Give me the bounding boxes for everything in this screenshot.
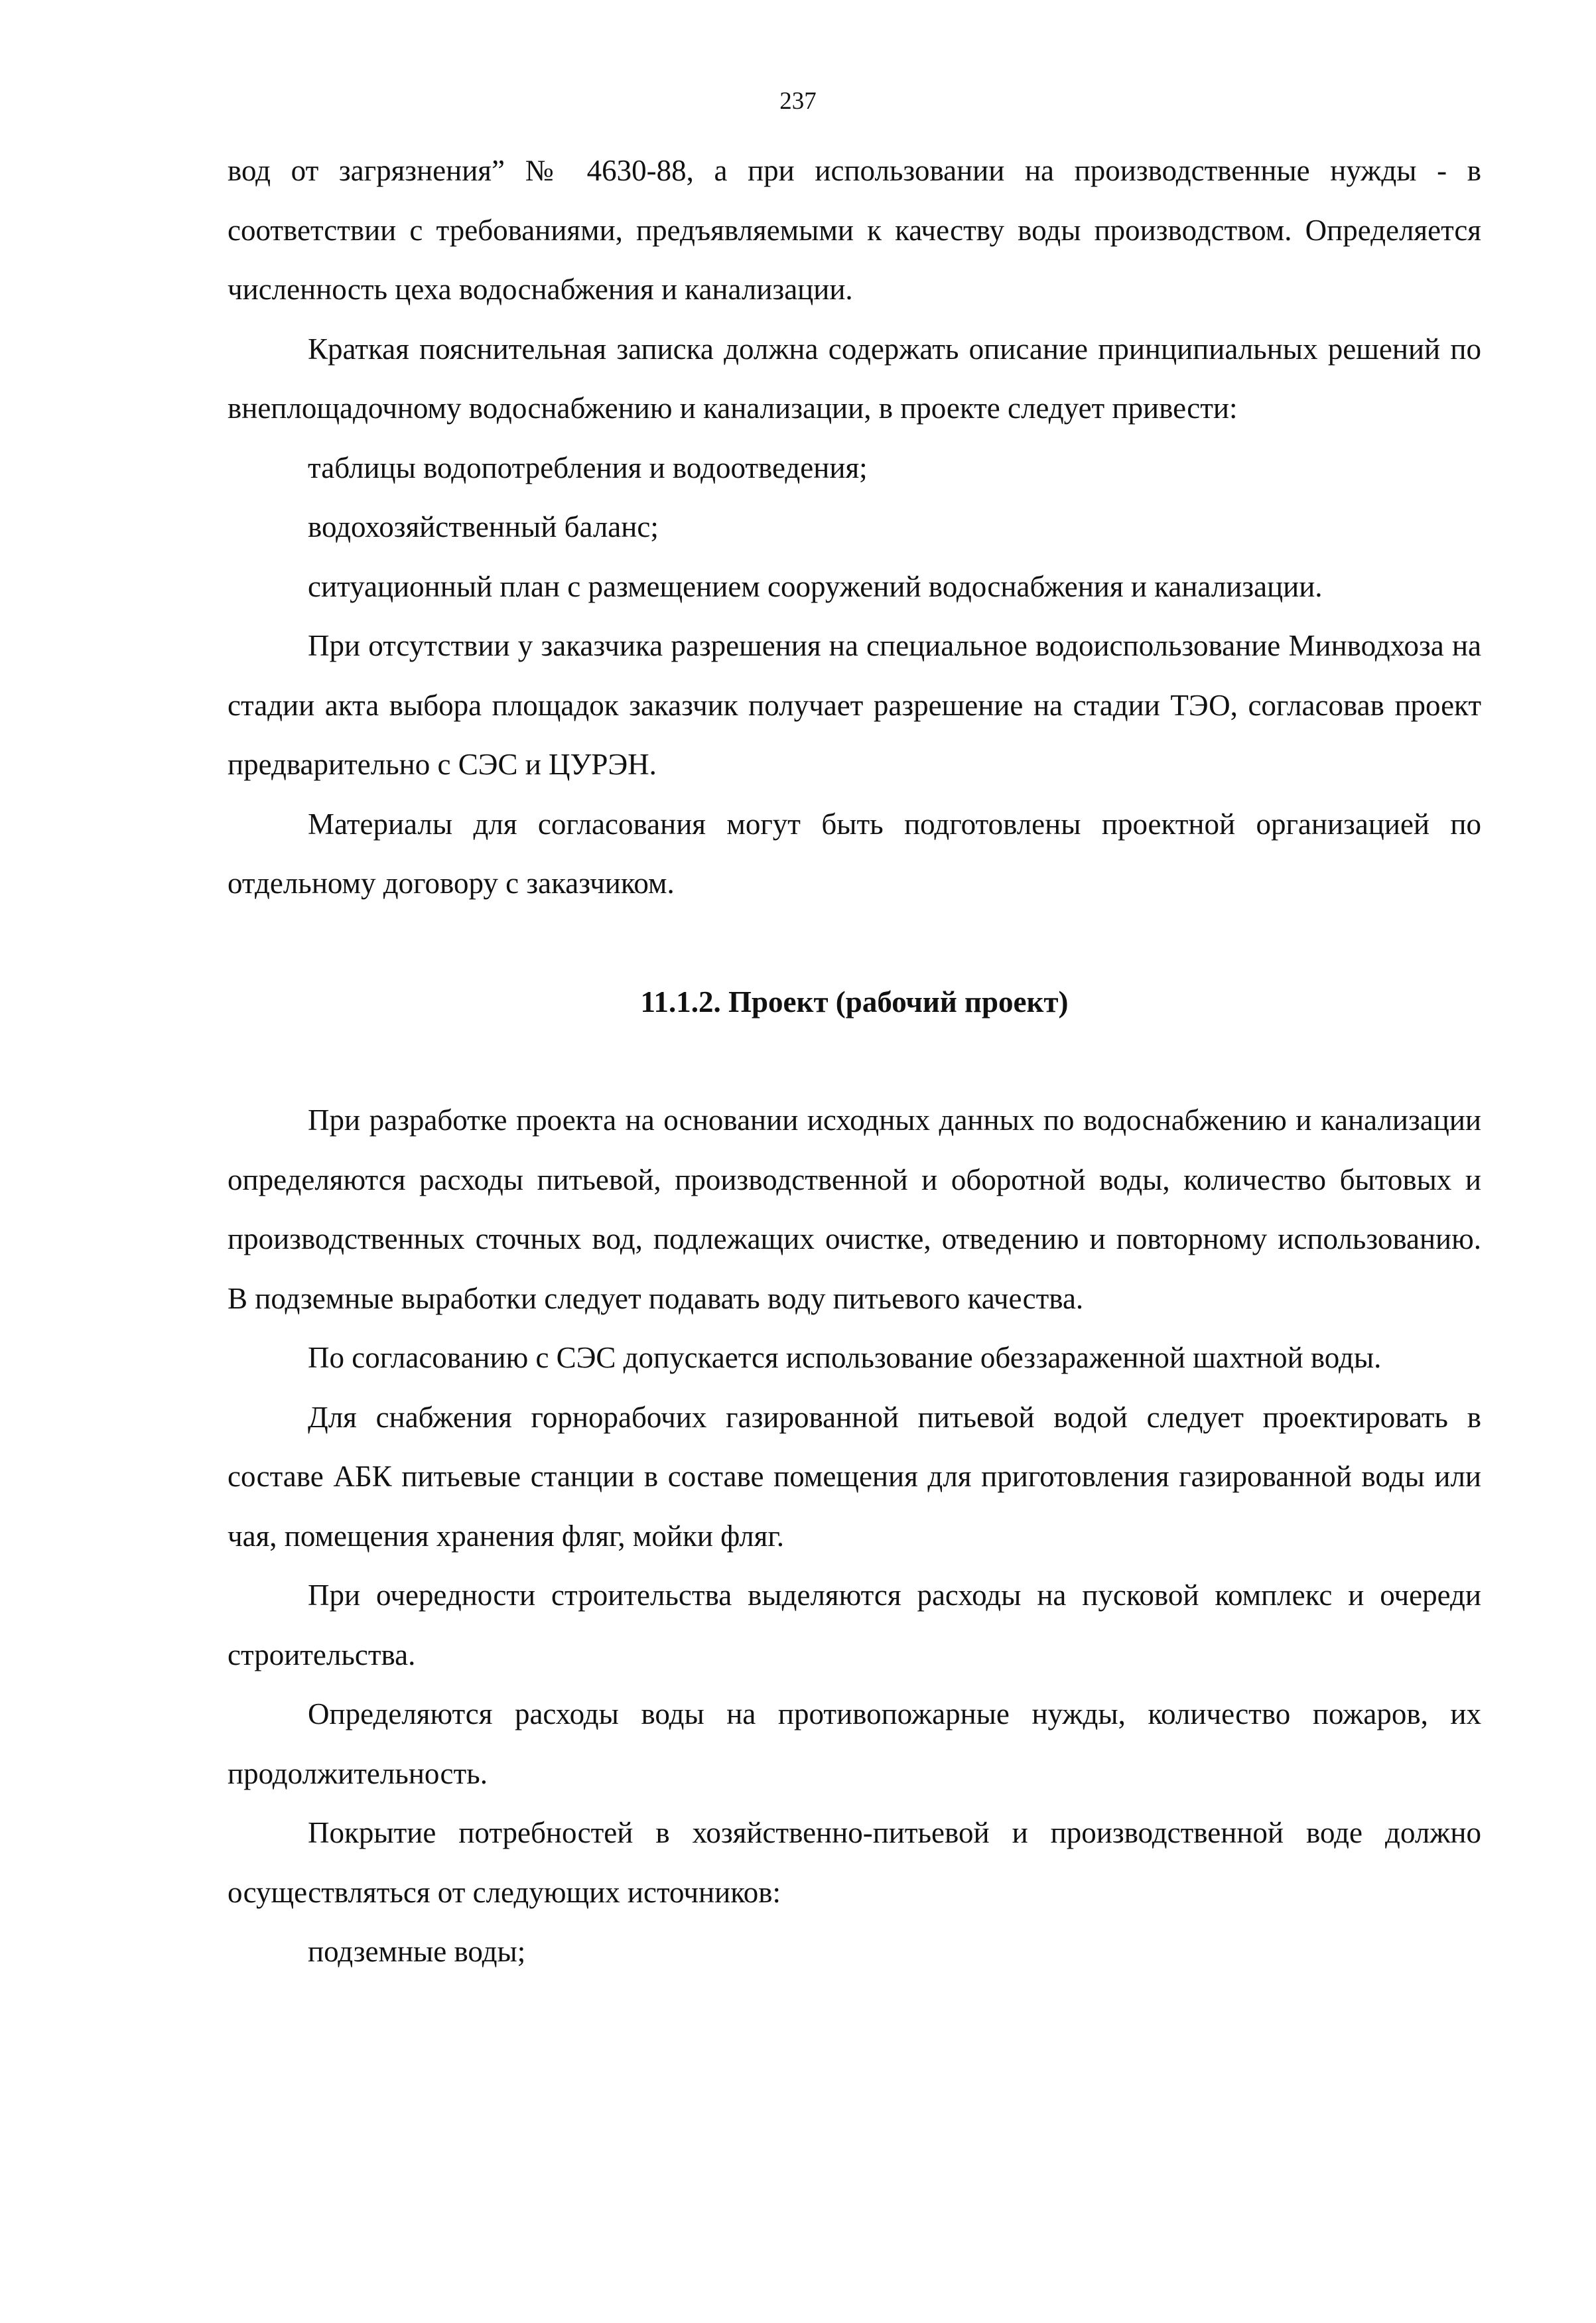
- section-heading: 11.1.2. Проект (рабочий проект): [640, 985, 1069, 1019]
- list-item-situation-plan: ситуационный план с размещением сооружений водоснабжения и канализации.: [308, 569, 1323, 603]
- page-number: 237: [779, 88, 817, 115]
- paragraph-permission: При отсутствии у заказчика разрешения на специальное водоиспользование Минводхоза на стадии акта выбора площадок заказчик получает разрешение на стадии ТЭО, согласовав проект предварительно с СЭС и ЦУРЭН.: [228, 629, 1481, 781]
- paragraph-water-sources: Покрытие потребностей в хозяйственно-питьевой и производственной воде должно осуществляться от следующих источников:: [228, 1816, 1481, 1909]
- paragraph-explanatory-note: Краткая пояснительная записка должна содержать описание принципиальных решений по внеплощадочному водоснабжению и канализации, в проекте следует привести:: [228, 332, 1481, 425]
- paragraph-construction-stages: При очередности строительства выделяются расходы на пусковой комплекс и очереди строительства.: [228, 1579, 1481, 1671]
- list-item-groundwater: подземные воды;: [308, 1935, 526, 1968]
- paragraph-fire-water: Определяются расходы воды на противопожарные нужды, количество пожаров, их продолжительность.: [228, 1697, 1481, 1790]
- list-item-water-balance: водохозяйственный баланс;: [308, 510, 659, 543]
- paragraph-approval-materials: Материалы для согласования могут быть подготовлены проектной организацией по отдельному договору с заказчиком.: [228, 807, 1481, 900]
- list-item-tables: таблицы водопотребления и водоотведения;: [308, 451, 868, 484]
- paragraph-water-pollution: вод от загрязнения” № 4630-88, а при использовании на производственные нужды - в соответствии с требованиями, предъявляемыми к качеству воды производством. Определяется численность цеха водоснабжения и канализации.: [228, 154, 1481, 306]
- paragraph-project-development: При разработке проекта на основании исходных данных по водоснабжению и канализации определяются расходы питьевой, производственной и оборотной воды, количество бытовых и производственных сточных вод, подлежащих очистке, отведению и повторному использованию. В подземные выработки следует подавать воду питьевого качества.: [228, 1103, 1481, 1315]
- paragraph-drinking-stations: Для снабжения горнорабочих газированной питьевой водой следует проектировать в составе АБК питьевые станции в составе помещения для приготовления газированной воды или чая, помещения хранения фляг, мойки фляг.: [228, 1400, 1481, 1553]
- document-body: [228, 141, 1481, 1982]
- paragraph-mine-water: По согласованию с СЭС допускается использование обеззараженной шахтной воды.: [308, 1341, 1382, 1374]
